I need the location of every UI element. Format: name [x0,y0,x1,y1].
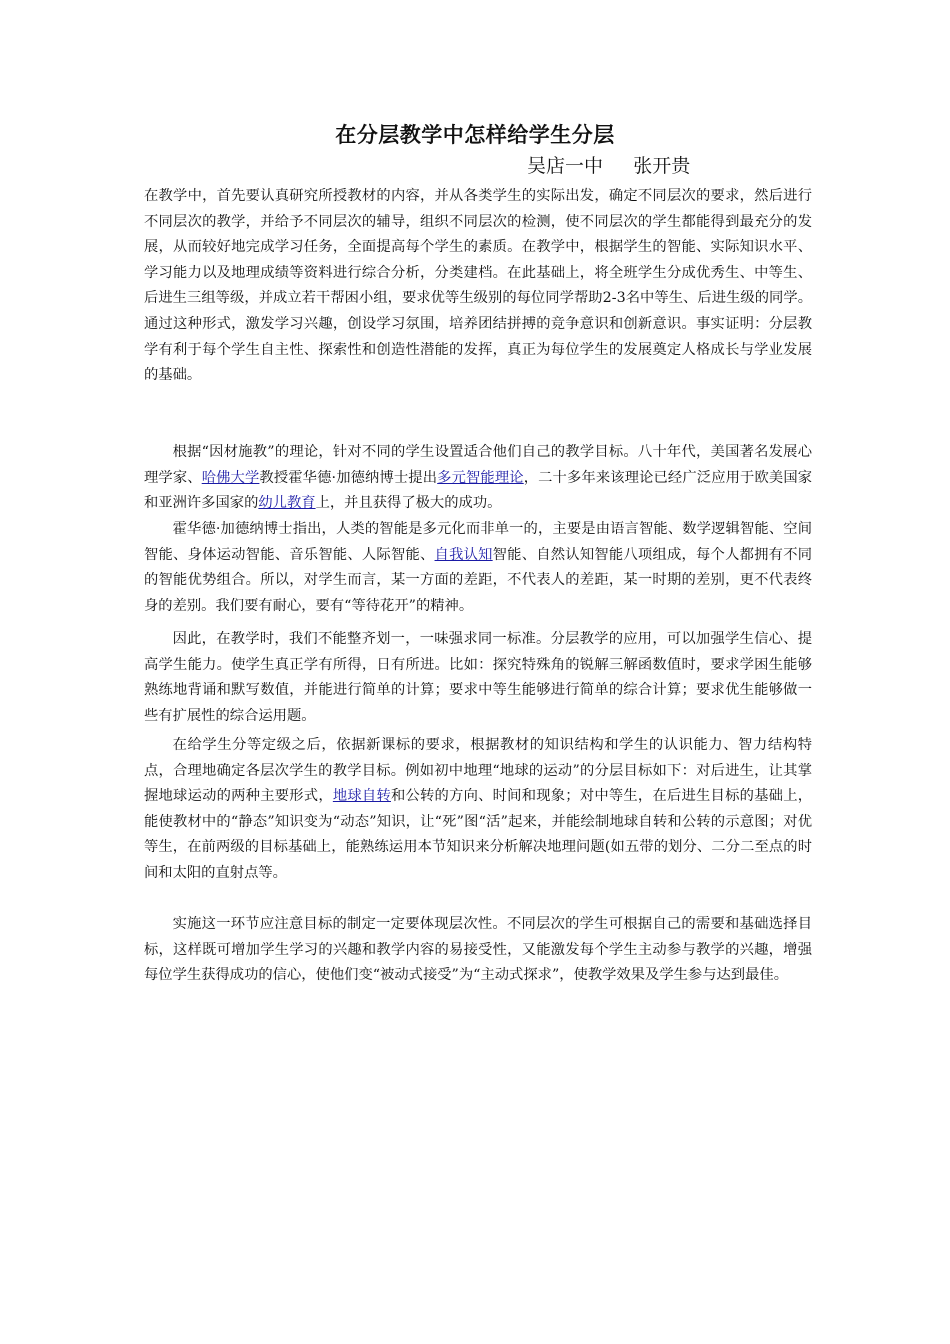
link-early-education[interactable]: 幼儿教育 [258,495,316,512]
paragraph-text: 霍华德·加德纳博士指出，人类的智能是多元化而非单一的，主要是由语言智能、数学逻辑智能、空间智能、身体运动智能、音乐智能、人际智能、 [144,521,812,563]
paragraph-text: 根据“因材施教”的理论，针对不同的学生设置适合他们自己的教学目标。八十年代，美国著名发展心理学家、 [144,444,812,486]
link-self-awareness[interactable]: 自我认知 [434,546,493,563]
link-harvard[interactable]: 哈佛大学 [201,469,260,486]
paragraph-text: 和公转的方向、时间和现象；对中等生，在后进生目标的基础上，能使教材中的“静态”知识变为“动态”知识，让“死”图“活”起来，并能绘制地球自转和公转的示意图；对优等生，在前两级的目标基础上，能熟练运用本节知识来分析解决地理问题(如五带的划分、二分二至点的时间和太阳的直射点等。 [144,788,813,881]
paragraph-text: ，二十多年来该理论已经广泛应用于欧美国家和亚洲许多国家的 [144,469,813,512]
paragraph-theory [144,440,812,517]
paragraph-text: 在给学生分等定级之后，依据新课标的要求，根据教材的知识结构和学生的认识能力、智力结构特点，合理地确定各层次学生的教学目标。例如初中地理“地球的运动”的分层目标如下：对后进生，让其掌握地球运动的两种主要形式， [144,737,812,805]
link-multiple-intelligences[interactable]: 多元智能理论 [437,469,524,486]
paragraph-intelligences [144,517,812,619]
paragraph-intro: 在教学中，首先要认真研究所授教材的内容，并从各类学生的实际出发，确定不同层次的要求，然后进行不同层次的教学，并给予不同层次的辅导，组织不同层次的检测，使不同层次的学生都能得到最充分的发展，从而较好地完成学习任务，全面提高每个学生的素质。在教学中，根据学生的智能、实际知识水平、学习能力以及地理成绩等资料进行综合分析，分类建档。在此基础上，将全班学生分成优秀生、中等生、后进生三组等级，并成立若干帮困小组，要求优等生级别的每位同学帮助2-3名中等生、后进生级的同学。通过这种形式，激发学习兴趣，创设学习氛围，培养团结拼搏的竞争意识和创新意识。事实证明：分层教学有利于每个学生自主性、探索性和创造性潜能的发挥，真正为每位学生的发展奠定人格成长与学业发展的基础。 [144,188,812,384]
link-earth-rotation[interactable]: 地球自转 [332,788,391,805]
author-line: 吴店一中 张开贵 [527,155,691,177]
paragraph-teaching-example: 因此，在教学时，我们不能整齐划一，一味强求同一标准。分层教学的应用，可以加强学生信心、提高学生能力。使学生真正学有所得，日有所进。比如：探究特殊角的锐解三解函数值时，要求学困生能够熟练地背诵和默写数值，并能进行简单的计算；要求中等生能够进行简单的综合计算；要求优生能够做一些有扩展性的综合运用题。 [144,631,812,724]
document-title: 在分层教学中怎样给学生分层 [335,123,615,147]
paragraph-text: 智能、自然认知智能八项组成，每个人都拥有不同的智能优势组合。所以，对学生而言，某一方面的差距，不代表人的差距，某一时期的差别，更不代表终身的差别。我们要有耐心，要有“等待花开”的精神。 [144,546,813,614]
paragraph-conclusion: 实施这一环节应注意目标的制定一定要体现层次性。不同层次的学生可根据自己的需要和基础选择目标，这样既可增加学生学习的兴趣和教学内容的易接受性，又能激发每个学生主动参与教学的兴趣，增强每位学生获得成功的信心，使他们变“被动式接受”为“主动式探求”，使教学效果及学生参与达到最佳。 [144,916,812,984]
paragraph-text: 上，并且获得了极大的成功。 [315,495,502,512]
paragraph-text: 教授霍华德·加德纳博士提出 [259,469,438,486]
paragraph-goals [144,733,812,887]
